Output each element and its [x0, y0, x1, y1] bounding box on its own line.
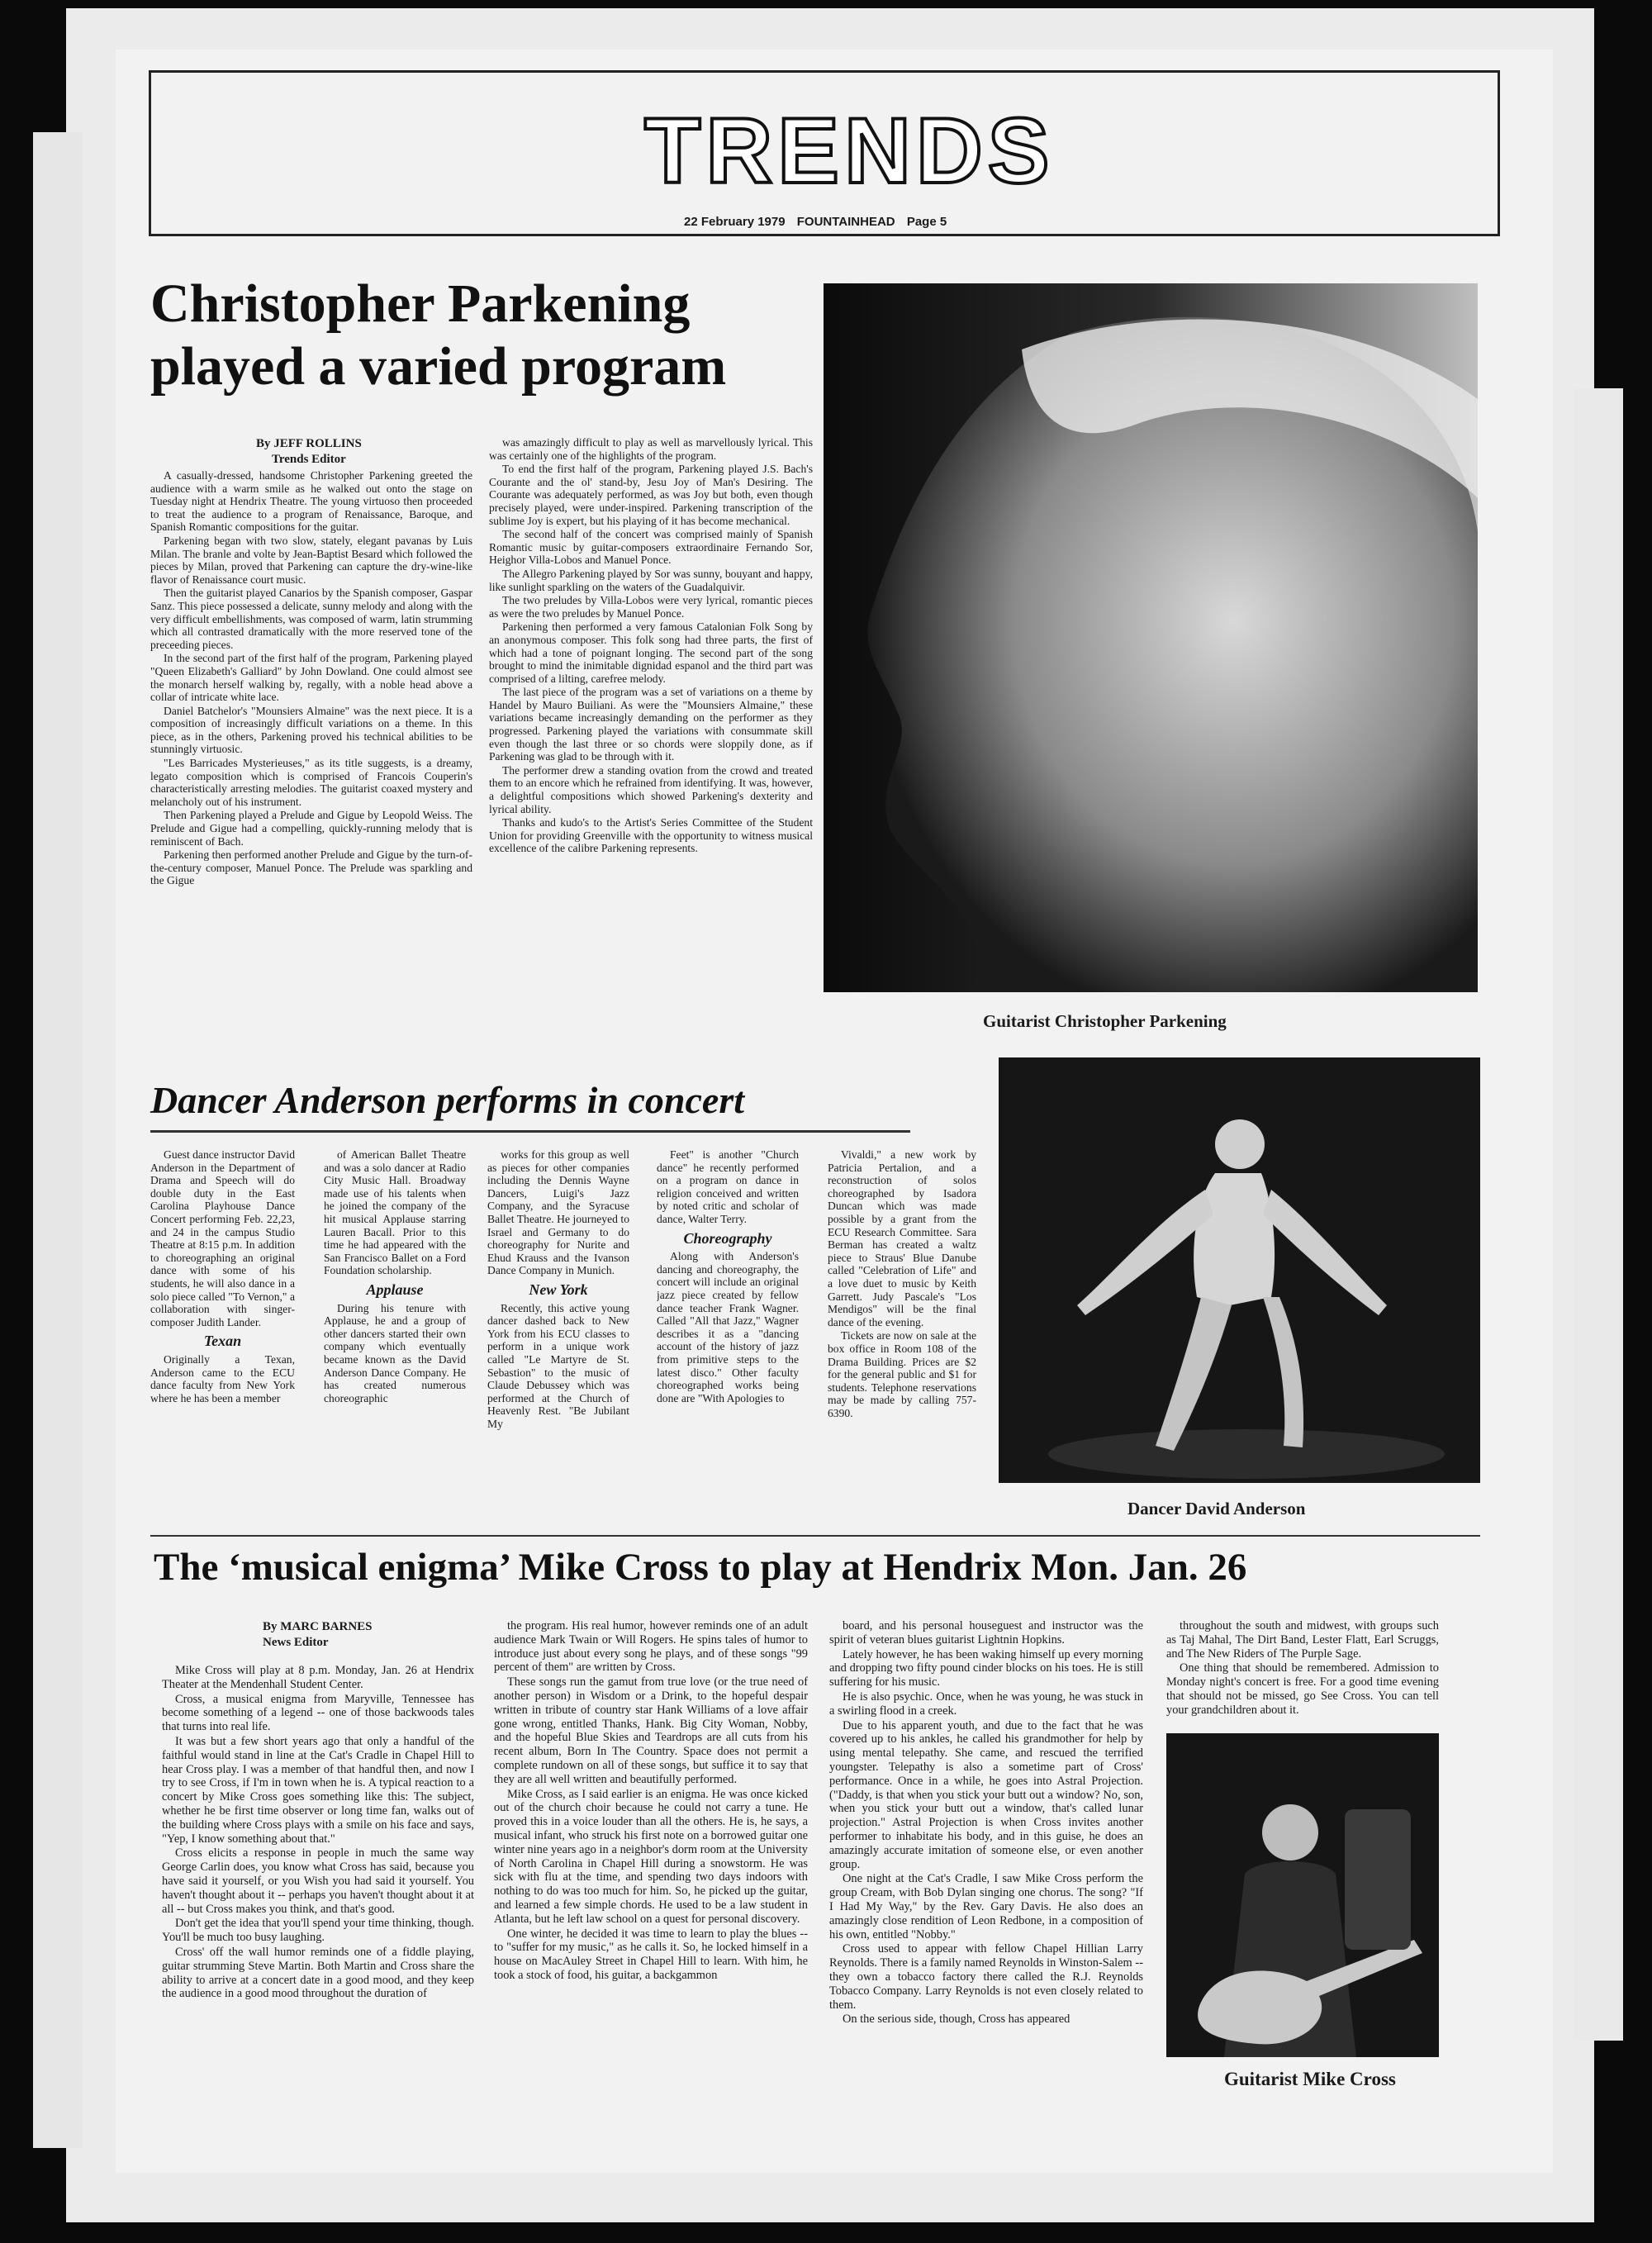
paragraph: Guest dance instructor David Anderson in the Department of Drama and Speech will do double duty in the East Carolina Playhouse Dance Concert performing Feb. 22,23, and 24 in the campus Studio Theatre at 8:15 p.m. In addition to choreographing an original dance with some of his students, he will also dance in a solo piece called "To Vernon," a collaboration with singer-composer Judith Lander.	[150, 1148, 295, 1328]
article2-column-4	[657, 1148, 799, 1537]
article3-top-rule	[150, 1535, 1480, 1537]
dancer-anderson-photo	[999, 1057, 1480, 1483]
paragraph: The Allegro Parkening played by Sor was sunny, bouyant and happy, like sunlight sparkling on the waters of the Guadalquivir.	[489, 567, 813, 593]
paragraph: Cross' off the wall humor reminds one of a fiddle playing, guitar strumming Steve Martin. Both Martin and Cross share the ability to arrive at a concert date in a good mood, and they keep the audience in a good mood throughout the duration of	[162, 1945, 474, 2001]
article1-headline	[150, 273, 726, 398]
anderson-photo-caption: Dancer David Anderson	[1127, 1499, 1306, 1518]
byline-title: News Editor	[263, 1636, 329, 1649]
paragraph: One night at the Cat's Cradle, I saw Mike Cross perform the group Cream, with Bob Dylan singing one chorus. The song? "If I Had My Way," by the Rev. Gary Davis. He also does an amazingly close rendition of Leon Redbone, in a composition of his own, entitled "Nobby."	[829, 1872, 1143, 1941]
paragraph: Cross elicits a response in people in much the same way George Carlin does, you know what Cross has said, because you have said it yourself, or you Wish you had said it yourself. You haven't thought about it -- perhaps you haven't thought about it at all -- but Cross makes you think, and that's good.	[162, 1846, 474, 1916]
paragraph: Parkening then performed another Prelude and Gigue by the turn-of-the-century composer, Manuel Ponce. The Prelude was sparkling and the Gigue	[150, 848, 472, 887]
paragraph: of American Ballet Theatre and was a solo dancer at Radio City Music Hall. Broadway made use of his talents when he joined the company of the hit musical Applause starring Lauren Bacall. Prior to this time he had appeared with the San Francisco Ballet on a Ford Foundation scholarship.	[324, 1148, 466, 1277]
paragraph: throughout the south and midwest, with groups such as Taj Mahal, The Dirt Band, Lester Flatt, Earl Scruggs, and The New Riders of The Purple Sage.	[1166, 1619, 1439, 1661]
paragraph: The performer drew a standing ovation from the crowd and treated them to an encore which he refrained from identifying. It was, however, a delightful compositions which showed Parkening's dexterity and lyrical ability.	[489, 763, 813, 815]
article3-column-3	[829, 1619, 1143, 2151]
paragraph: "Les Barricades Mysterieuses," as its title suggests, is a dreamy, legato composition which is comprised of Francois Couperin's characteristically arresting melodies. The guitarist coaxed mystery and melancholy out of his instrument.	[150, 757, 472, 808]
paragraph: Then the guitarist played Canarios by the Spanish composer, Gaspar Sanz. This piece possessed a delicate, sunny melody and along with the very difficult embellishments, was composed of warm, latin strumming which all contrasted dramatically with the more reserved tone of the preceeding pieces.	[150, 587, 472, 651]
paragraph: It was but a few short years ago that only a handful of the faithful would stand in line at the Cat's Cradle in Chapel Hill to hear Cross play. I was a member of that handful then, and now I try to see Cross, if I'm in town when he is. A typical reaction to a concert by Mike Cross goes something like this: The subject, whether he be first time observer or long time fan, walks out of the building where Cross plays with a smile on his face and says, "Yep, I know something about that."	[162, 1734, 474, 1846]
paragraph: Lately however, he has been waking himself up every morning and dropping two fifty pound cinder blocks on his toes. He is still suffering for his music.	[829, 1647, 1143, 1689]
paragraph: One thing that should be remembered. Admission to Monday night's concert is free. For a good time evening that should not be missed, go See Cross. You can tell your grandchildren about it.	[1166, 1661, 1439, 1717]
paragraph: Tickets are now on sale at the box office in Room 108 of the Drama Building. Prices are $2 for the general public and $1 for students. Telephone reservations may be made by calling 757-6390.	[828, 1329, 976, 1419]
article1-column-1	[150, 469, 472, 1082]
paragraph: These songs run the gamut from true love (or the true need of another person) in Wisdom or a Drink, to the hopeful despair written in tribute of country star Hank Williams of a love affair gone wrong, entitled Thanks, Hank. Big City Woman, Nobby, and the hopeful Blue Skies and Teardrops are all cuts from his recent album, Born In The Country. Space does not permit a complete rundown on all of these songs, but suffice it to say that they are all well written and beautifully performed.	[494, 1675, 808, 1786]
masthead-title: TRENDS	[644, 99, 1055, 202]
article1-headline-line2: played a varied program	[150, 336, 727, 397]
paragraph: A casually-dressed, handsome Christopher Parkening greeted the audience with a warm smile as he walked out onto the stage on Tuesday night at Hendrix Theatre. The young virtuoso then proceeded to treat the audience to a program of Renaissance, Baroque, and Spanish Romantic compositions for the guitar.	[150, 469, 472, 534]
article2-column-3	[487, 1148, 629, 1537]
paragraph: Mike Cross will play at 8 p.m. Monday, Jan. 26 at Hendrix Theater at the Mendenhall Student Center.	[162, 1664, 474, 1691]
dateline-page: Page 5	[906, 215, 947, 229]
paragraph: During his tenure with Applause, he and a group of other dancers started their own company which eventually became known as the David Anderson Dance Company. He has created numerous choreographic	[324, 1301, 466, 1404]
mike-cross-image	[1166, 1733, 1439, 2057]
article3-headline: The ‘musical enigma’ Mike Cross to play at Hendrix Mon. Jan. 26	[154, 1546, 1247, 1589]
paragraph: Daniel Batchelor's "Mounsiers Almaine" was the next piece. It is a composition of increasingly difficult variations on a theme. In this piece, as in the others, Parkening proved his technical abilities to be stunningly virtuosic.	[150, 704, 472, 756]
paragraph: Due to his apparent youth, and due to the fact that he was covered up to his ankles, he called his grandmother for help by using mental telepathy. She came, and rescued the terrified youngster. Telepathy is also a sometime part of Cross' performance. Once in a while, he goes into Astral Projection. ("Daddy, is that when you stick your butt out a window? No, son, when you stick your butt out a window, that's called lunar projection." Astral Projection is when Cross invites another performer to inhabitate his body, and in this guise, he does an amazingly accurate imitation of someone else, or even another group.	[829, 1718, 1143, 1871]
paragraph: Parkening then performed a very famous Catalonian Folk Song by an anonymous composer. This folk song had three parts, the first of which had a tone of poignant longing. The second part of the song brought to mind the inimitable dignidad espanol and the third part was comprised of a lilting, carefree melody.	[489, 620, 813, 685]
paragraph: was amazingly difficult to play as well as marvellously lyrical. This was certainly one of the highlights of the program.	[489, 436, 813, 462]
article3-column-4	[1166, 1619, 1439, 1718]
paragraph: He is also psychic. Once, when he was young, he was stuck in a swirling flood in a creek.	[829, 1689, 1143, 1718]
article2-column-5	[828, 1148, 976, 1537]
article3-column-2	[494, 1619, 808, 2151]
paragraph: Along with Anderson's dancing and choreography, the concert will include an original jazz piece created by fellow dance teacher Frank Wagner. Called "All that Jazz," Wagner describes it as a "dancing account of the history of jazz from primitive steps to the latest disco." Other faculty choreographed works being done are "With Apologies to	[657, 1250, 799, 1404]
parkening-portrait-image	[824, 283, 1478, 992]
paragraph: Then Parkening played a Prelude and Gigue by Leopold Weiss. The Prelude and Gigue had a compelling, quickly-running melody that is reminiscent of Bach.	[150, 809, 472, 848]
article2-column-2	[324, 1148, 466, 1537]
article1-byline	[256, 436, 362, 468]
article1-headline-line1: Christopher Parkening	[150, 273, 691, 334]
mike-cross-photo	[1166, 1733, 1439, 2057]
dateline-date: 22 February 1979	[684, 215, 786, 229]
paragraph: Don't get the idea that you'll spend your time thinking, though. You'll be much too busy laughing.	[162, 1917, 474, 1945]
dateline-paper: FOUNTAINHEAD	[796, 215, 895, 229]
paragraph: Vivaldi," a new work by Patricia Pertalion, and a reconstruction of solos choreographed by Isadora Duncan which was made possible by a grant from the ECU Research Committee. Sara Berman has created a waltz piece to Straus' Blue Danube called "Celebration of Life" and a love duet to music by Keith Garrett. Judy Pascale's "Los Mendigos" will be the final dance of the evening.	[828, 1148, 976, 1328]
byline-name: By MARC BARNES	[263, 1620, 373, 1633]
article3-byline	[263, 1619, 373, 1651]
paragraph: To end the first half of the program, Parkening played J.S. Bach's Courante and the ol' stand-by, Jesu Joy of Man's Desiring. The Courante was adequately performed, as was Joy but both, even though precisely played, were under-inspired. Parkening transcription of the sublime Joy is expert, but his playing of it has become mechanical.	[489, 463, 813, 527]
article3-column-1	[162, 1664, 474, 2151]
paragraph: The two preludes by Villa-Lobos were very lyrical, romantic pieces as were the two preludes by Manuel Ponce.	[489, 594, 813, 620]
byline-title: Trends Editor	[271, 453, 346, 466]
dateline	[684, 215, 955, 229]
subhead-choreography: Choreography	[683, 1229, 772, 1247]
paragraph: In the second part of the first half of the program, Parkening played "Queen Elizabeth's Galliard" by John Dowland. One could almost see the monarch herself walking by, regally, with a noble head above a collar of intricate white lace.	[150, 652, 472, 704]
paragraph: Originally a Texan, Anderson came to the ECU dance faculty from New York where he has been a member	[150, 1352, 295, 1404]
article2-headline-rule	[150, 1130, 910, 1133]
paragraph: Cross, a musical enigma from Maryville, Tennessee has become something of a legend -- one of those backwoods tales that turns into real life.	[162, 1692, 474, 1734]
parkening-portrait-photo	[824, 283, 1478, 992]
paragraph: One winter, he decided it was time to learn to play the blues -- to "suffer for my music," as he calls it. So, he locked himself in a house on MacAuley Street in Chapel Hill to learn. With him, he took a stock of food, his guitar, a backgammon	[494, 1927, 808, 1982]
subhead-new-york: New York	[529, 1281, 588, 1298]
byline-name: By JEFF ROLLINS	[256, 437, 362, 450]
paragraph: The last piece of the program was a set of variations on a theme by Handel by Mauro Builiani. As were the "Mounsiers Almaine," these variations became increasingly demanding on the performer as they progressed. Parkening played the variations with consummate skill even though the last three or so chords were sloppily done, as if Parkening was glad to be through with it.	[489, 686, 813, 763]
paragraph: the program. His real humor, however reminds one of an adult audience Mark Twain or Will Rogers. He spins tales of humor to introduce just about every song he plays, and of these songs "99 percent of them" are written by Cross.	[494, 1619, 808, 1675]
paragraph: Parkening began with two slow, stately, elegant pavanas by Luis Milan. The branle and volte by Jean-Baptist Besard which followed the pieces by Milan, proved that Parkening can capture the dry-wine-like flavor of Renaissance court music.	[150, 534, 472, 586]
paragraph: Mike Cross, as I said earlier is an enigma. He was once kicked out of the church choir because he could not carry a tune. He proved this in a voice louder than all the others. He is, he says, a musical infant, who struck his first note on a borrowed guitar one winter nine years ago in a neighbor's dorm room at the University of North Carolina in Chapel Hill during a snowstorm. He was sick with flu at the time, and spending two days indoors with nothing to do was too much for him. So, he picked up the guitar, and learned a few simple chords. He used to be a law student in Atlanta, but he left law school on a quest for personal discovery.	[494, 1787, 808, 1926]
underlying-page-edge-right	[1574, 388, 1623, 2041]
article1-column-2	[489, 436, 813, 1081]
paragraph: Feet" is another "Church dance" he recently performed on a program on dance in religion conceived and written by noted critic and scholar of dance, Walter Terry.	[657, 1148, 799, 1225]
paragraph: Cross used to appear with fellow Chapel Hillian Larry Reynolds. There is a family named Reynolds in Winston-Salem -- they own a tobacco factory there called the R.J. Reynolds Tobacco Company. Larry Reynolds is not even closely related to them.	[829, 1942, 1143, 2012]
paragraph: Thanks and kudo's to the Artist's Series Committee of the Student Union for providing Greenville with the opportunity to witness musical excellence of the calibre Parkening represents.	[489, 816, 813, 855]
paragraph: The second half of the concert was comprised mainly of Spanish Romantic music by guitar-composers extraordinaire Fernando Sor, Heighor Villa-Lobos and Manuel Ponce.	[489, 528, 813, 567]
paragraph: Recently, this active young dancer dashed back to New York from his ECU classes to perform in a unique work called "Le Martyre de St. Sebastion" to the music of Claude Debussey which was performed at the Church of Heavenly Rest. "Be Jubilant My	[487, 1301, 629, 1430]
article2-column-1	[150, 1148, 295, 1537]
article2-headline: Dancer Anderson performs in concert	[150, 1079, 744, 1121]
dancer-anderson-image	[999, 1057, 1480, 1483]
underlying-page-edge-left	[33, 132, 83, 2148]
mike-cross-photo-caption: Guitarist Mike Cross	[1224, 2069, 1396, 2089]
subhead-applause: Applause	[366, 1281, 424, 1298]
paragraph: On the serious side, though, Cross has appeared	[843, 2013, 1070, 2027]
subhead-texan: Texan	[203, 1333, 242, 1350]
paragraph: works for this group as well as pieces for other companies including the Dennis Wayne Dancers, Luigi's Jazz Company, and the Syracuse Ballet Theatre. He journeyed to Israel and Germany to do choreography for Nurite and Ehud Krauss and the Ivanson Dance Company in Munich.	[487, 1148, 629, 1277]
parkening-photo-caption: Guitarist Christopher Parkening	[983, 1011, 1227, 1031]
paragraph: board, and his personal houseguest and instructor was the spirit of veteran blues guitarist Lightnin Hopkins.	[829, 1619, 1143, 1647]
